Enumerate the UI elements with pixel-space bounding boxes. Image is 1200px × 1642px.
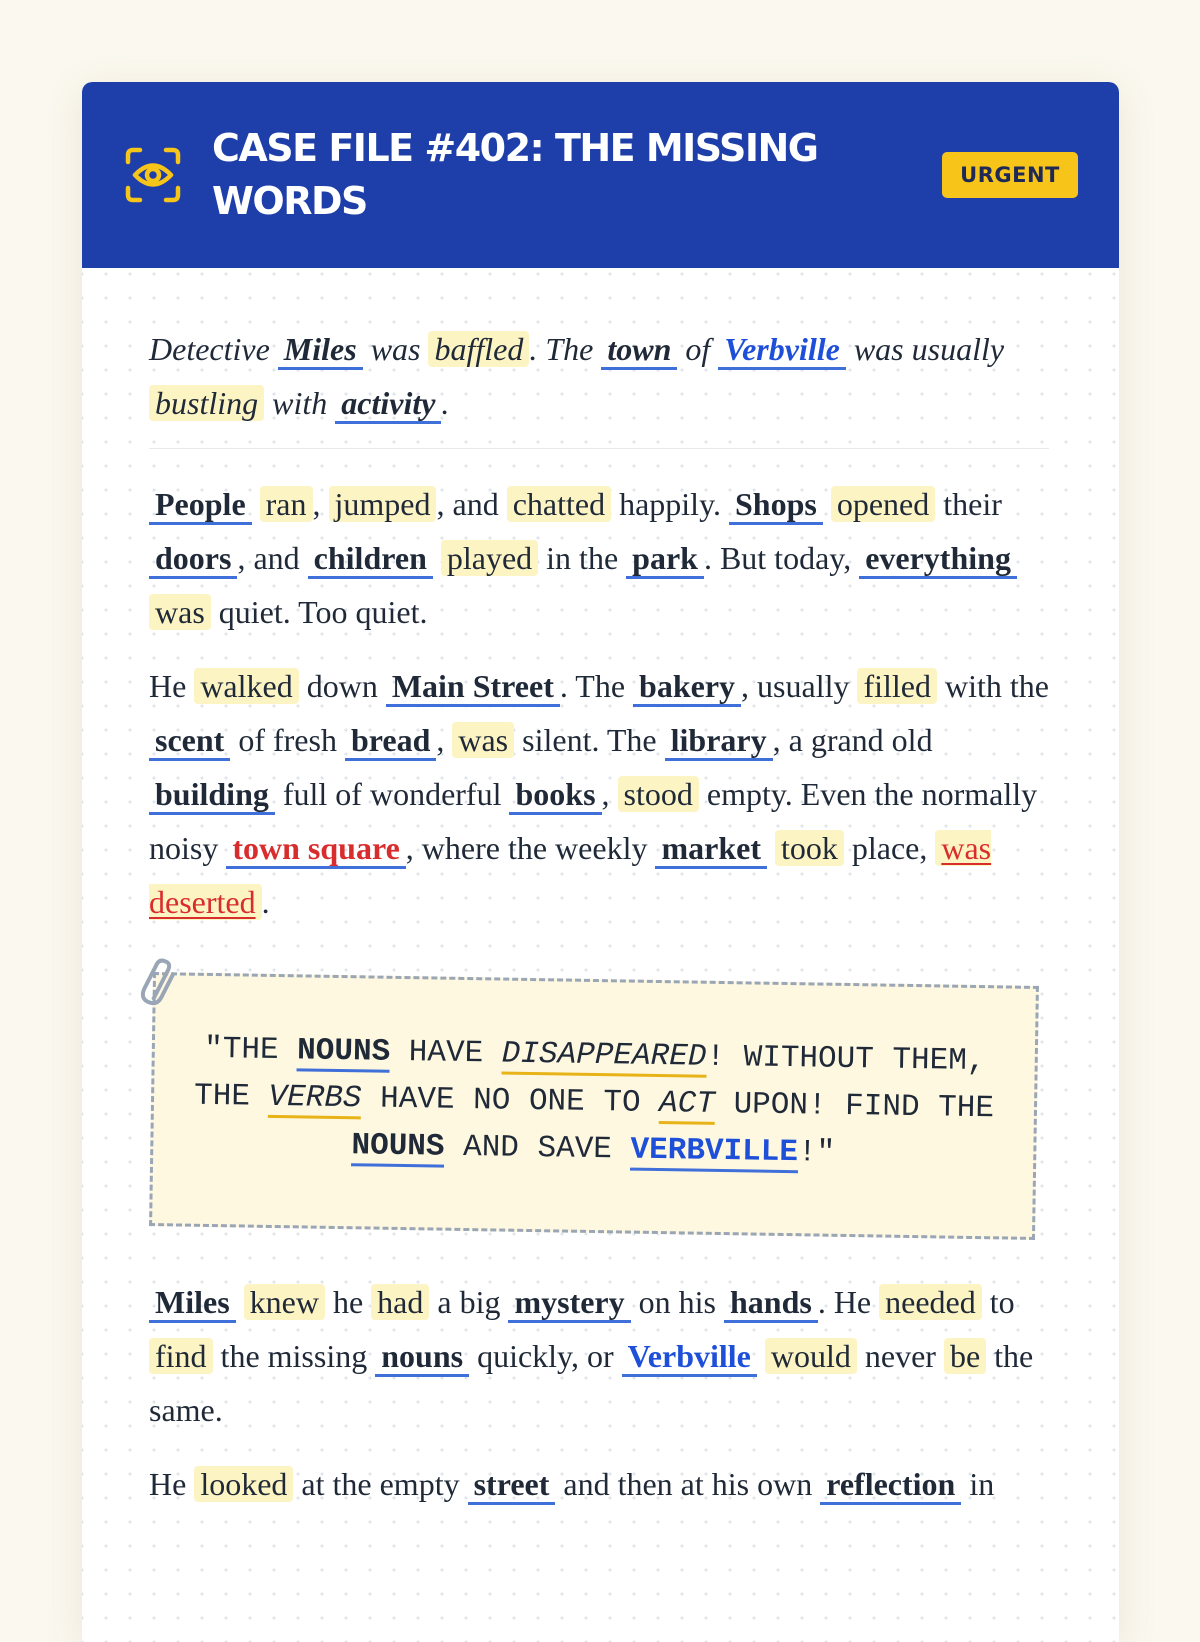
word: and then at his own (563, 1466, 813, 1502)
verb-word[interactable]: needed (879, 1284, 982, 1320)
word: , and (436, 486, 499, 522)
word: was (370, 331, 421, 367)
word: He (149, 1466, 187, 1502)
word: silent. The (522, 722, 657, 758)
word: to (989, 1284, 1015, 1320)
word: empty. Even the normally noisy (149, 776, 1038, 866)
divider (149, 448, 1049, 449)
noun-word[interactable]: children (308, 540, 433, 579)
noun-word[interactable]: market (655, 830, 767, 869)
verb-word[interactable]: be (944, 1338, 986, 1374)
verb-word[interactable]: bustling (149, 385, 264, 421)
noun-word[interactable]: Miles (149, 1284, 236, 1323)
verb-word[interactable]: would (765, 1338, 857, 1374)
case-title: CASE FILE #402: THE MISSING WORDS (212, 126, 818, 223)
word: in (969, 1466, 995, 1502)
word: Detective (149, 331, 270, 367)
word: happily. (619, 486, 721, 522)
story-paragraph-2 (149, 477, 1049, 639)
noun-word[interactable]: bakery (633, 668, 741, 707)
verb-word[interactable]: find (149, 1338, 213, 1374)
word: with (272, 385, 328, 421)
word: the missing (220, 1338, 368, 1374)
verb-word[interactable]: filled (857, 668, 937, 704)
note-text: !" (797, 1135, 836, 1171)
case-file-card (82, 82, 1119, 1642)
noun-word[interactable]: reflection (820, 1466, 961, 1505)
word: with the (945, 668, 1049, 704)
eye-scan-icon (124, 146, 182, 204)
word: full of wonderful (282, 776, 502, 812)
noun-word-verbville[interactable]: Verbville (718, 331, 846, 370)
noun-word[interactable]: library (665, 722, 773, 761)
noun-word[interactable]: building (149, 776, 275, 815)
word: quiet. Too quiet. (218, 594, 428, 630)
verb-word[interactable]: jumped (329, 486, 437, 522)
verb-word-deserted[interactable]: was deserted (149, 830, 992, 920)
verb-word[interactable]: baffled (428, 331, 529, 367)
note-verb: ACT (659, 1086, 715, 1125)
verb-word[interactable]: had (371, 1284, 429, 1320)
word: at the empty (301, 1466, 460, 1502)
noun-word[interactable]: park (626, 540, 704, 579)
note-noun: NOUNS (297, 1033, 391, 1072)
verb-word[interactable]: took (775, 830, 844, 866)
note-noun: NOUNS (351, 1128, 445, 1167)
story-paragraph-5 (149, 1457, 1049, 1511)
word: . The (559, 668, 626, 704)
note-verb: DISAPPEARED (501, 1037, 706, 1078)
word: , (312, 486, 321, 522)
story-paragraph-4 (149, 1275, 1049, 1437)
note-text: HAVE (408, 1035, 484, 1072)
noun-word[interactable]: books (509, 776, 601, 815)
clue-note-container (149, 955, 1049, 1275)
verb-word[interactable]: knew (244, 1284, 325, 1320)
word: of (685, 331, 711, 367)
word: , usually (741, 668, 850, 704)
noun-word[interactable]: nouns (375, 1338, 469, 1377)
word: down (306, 668, 378, 704)
story-content (149, 322, 1049, 1511)
word: . But today, (703, 540, 852, 576)
note-text: "THE (203, 1031, 279, 1069)
case-header (82, 82, 1119, 268)
word: . (261, 884, 270, 920)
verb-word[interactable]: ran (260, 486, 313, 522)
intro-paragraph (149, 322, 1049, 430)
word: , and (237, 540, 300, 576)
word: never (864, 1338, 936, 1374)
note-text: HAVE NO ONE TO (379, 1081, 641, 1121)
word: was usually (853, 331, 1005, 367)
noun-word[interactable]: People (149, 486, 252, 525)
noun-word[interactable]: everything (859, 540, 1017, 579)
noun-word[interactable]: Miles (278, 331, 363, 370)
clue-note-text (183, 1026, 1005, 1180)
verb-word[interactable]: played (441, 540, 538, 576)
word: on his (638, 1284, 716, 1320)
noun-word[interactable]: bread (345, 722, 436, 761)
noun-word[interactable]: scent (149, 722, 230, 761)
note-verb: VERBS (268, 1080, 362, 1119)
verb-word[interactable]: was (452, 722, 514, 758)
note-noun-verbville: VERBVILLE (630, 1133, 798, 1174)
urgent-badge: URGENT (942, 152, 1078, 198)
word: . He (817, 1284, 872, 1320)
word: He (149, 668, 187, 704)
verb-word[interactable]: looked (194, 1466, 293, 1502)
word: quickly, or (477, 1338, 614, 1374)
verb-word[interactable]: opened (831, 486, 935, 522)
noun-word[interactable]: Shops (729, 486, 823, 525)
story-paragraph-3 (149, 659, 1049, 929)
verb-word[interactable]: walked (194, 668, 298, 704)
word: , where the weekly (405, 830, 648, 866)
note-text: UPON! FIND THE (733, 1087, 995, 1127)
word: their (943, 486, 1002, 522)
verb-word[interactable]: chatted (507, 486, 611, 522)
noun-word[interactable]: Main Street (386, 668, 560, 707)
word: , a grand old (772, 722, 933, 758)
word: place, (851, 830, 928, 866)
noun-word[interactable]: street (468, 1466, 556, 1505)
noun-word-verbville[interactable]: Verbville (622, 1338, 757, 1377)
noun-word[interactable]: mystery (508, 1284, 630, 1323)
noun-word[interactable]: doors (149, 540, 237, 579)
word: , (601, 776, 610, 812)
word: . (441, 385, 450, 421)
verb-word[interactable]: stood (618, 776, 699, 812)
note-text: AND SAVE (462, 1129, 613, 1168)
word: a big (437, 1284, 501, 1320)
word: . The (529, 331, 594, 367)
noun-word[interactable]: activity (335, 385, 441, 424)
word: , (436, 722, 445, 758)
word: in the (546, 540, 619, 576)
noun-word[interactable]: town (601, 331, 677, 370)
word: of fresh (238, 722, 337, 758)
noun-word[interactable]: hands (724, 1284, 818, 1323)
note-text: ! WITHOUT THEM, THE (193, 1039, 986, 1115)
word: the same. (149, 1338, 1034, 1428)
verb-word[interactable]: was (149, 594, 211, 630)
word: he (332, 1284, 364, 1320)
noun-word-town-square[interactable]: town square (226, 830, 405, 869)
clue-note (149, 972, 1039, 1240)
